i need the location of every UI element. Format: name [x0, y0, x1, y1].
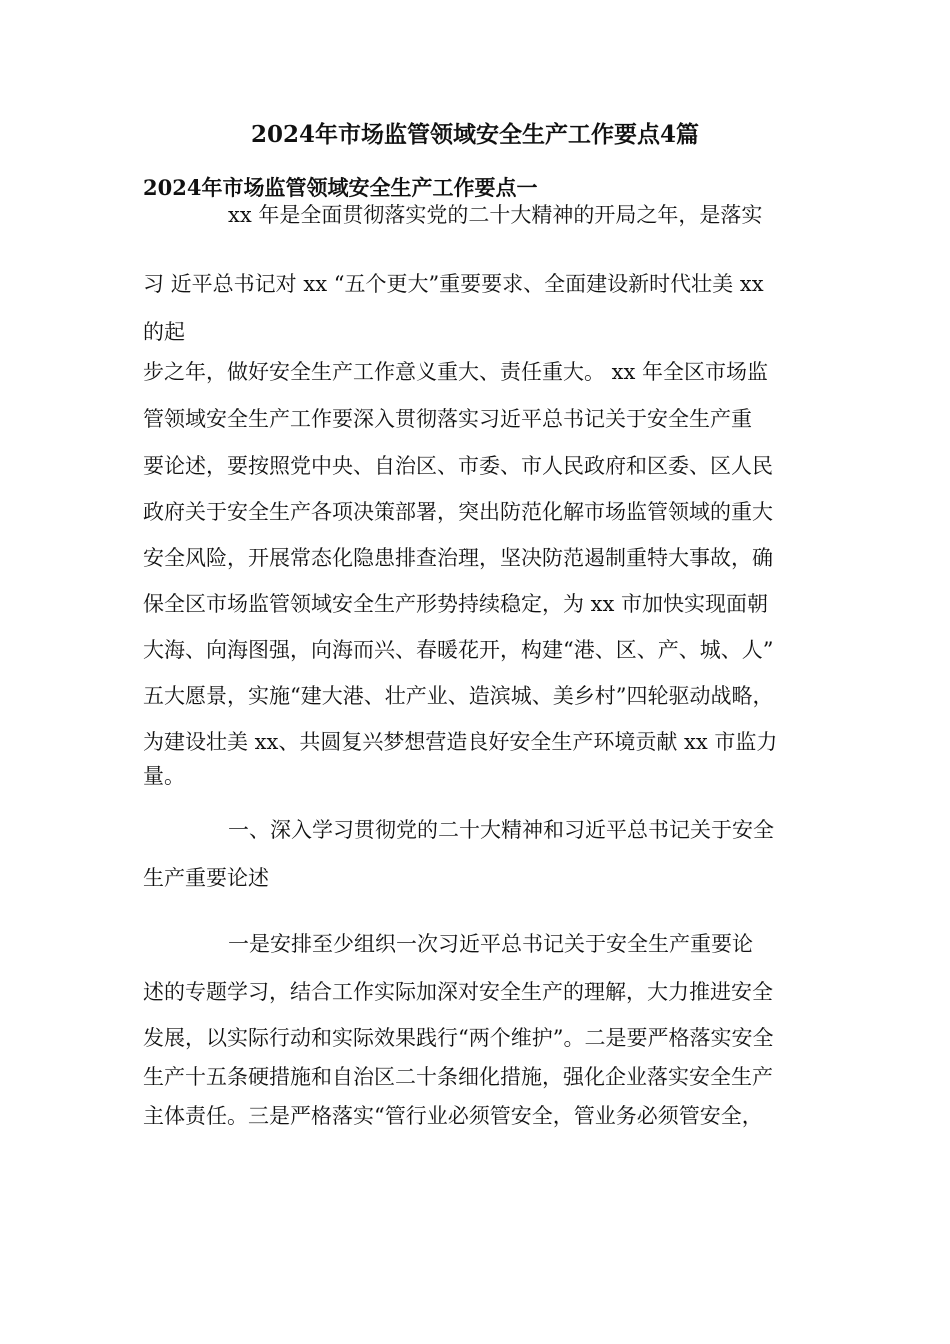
paragraph-line: 的起 [143, 320, 185, 344]
paragraph-line: 为建设壮美 xx、共圆复兴梦想营造良好安全生产环境贡献 xx 市监力 [143, 730, 778, 754]
section-title: 2024年市场监管领域安全生产工作要点一 [143, 175, 538, 200]
paragraph-line: 五大愿景，实施“建大港、壮产业、造滨城、美乡村”四轮驱动战略， [143, 684, 774, 708]
paragraph-line: 政府关于安全生产各项决策部署，突出防范化解市场监管领域的重大 [143, 500, 773, 524]
paragraph-line: 要论述，要按照党中央、自治区、市委、市人民政府和区委、区人民 [143, 454, 773, 478]
paragraph-line: 大海、向海图强，向海而兴、春暖花开，构建“港、区、产、城、人” [143, 638, 774, 662]
document-title: 2024年市场监管领域安全生产工作要点4篇 [250, 121, 700, 148]
paragraph-line: 量。 [143, 764, 185, 788]
paragraph-line: 安全风险，开展常态化隐患排查治理，坚决防范遏制重特大事故，确 [143, 546, 773, 570]
paragraph-line: 述的专题学习，结合工作实际加深对安全生产的理解，大力推进安全 [143, 980, 773, 1004]
paragraph-line: 步之年，做好安全生产工作意义重大、责任重大。 xx 年全区市场监 [143, 360, 769, 384]
paragraph-line: 一是安排至少组织一次习近平总书记关于安全生产重要论 [228, 932, 753, 956]
paragraph-line: 发展，以实际行动和实际效果践行“两个维护”。二是要严格落实安全 [143, 1026, 774, 1050]
paragraph-line: xx 年是全面贯彻落实党的二十大精神的开局之年，是落实 [228, 203, 763, 227]
paragraph-line: 习 近平总书记对 xx “五个更大”重要要求、全面建设新时代壮美 xx [143, 272, 764, 296]
heading-line: 生产重要论述 [143, 866, 269, 890]
paragraph-line: 管领域安全生产工作要深入贯彻落实习近平总书记关于安全生产重 [143, 407, 752, 431]
paragraph-line: 保全区市场监管领域安全生产形势持续稳定，为 xx 市加快实现面朝 [143, 592, 769, 616]
paragraph-line: 生产十五条硬措施和自治区二十条细化措施，强化企业落实安全生产 [143, 1065, 773, 1089]
paragraph-line: 主体责任。三是严格落实“管行业必须管安全，管业务必须管安全， [143, 1104, 763, 1128]
heading-line: 一、深入学习贯彻党的二十大精神和习近平总书记关于安全 [228, 818, 774, 842]
